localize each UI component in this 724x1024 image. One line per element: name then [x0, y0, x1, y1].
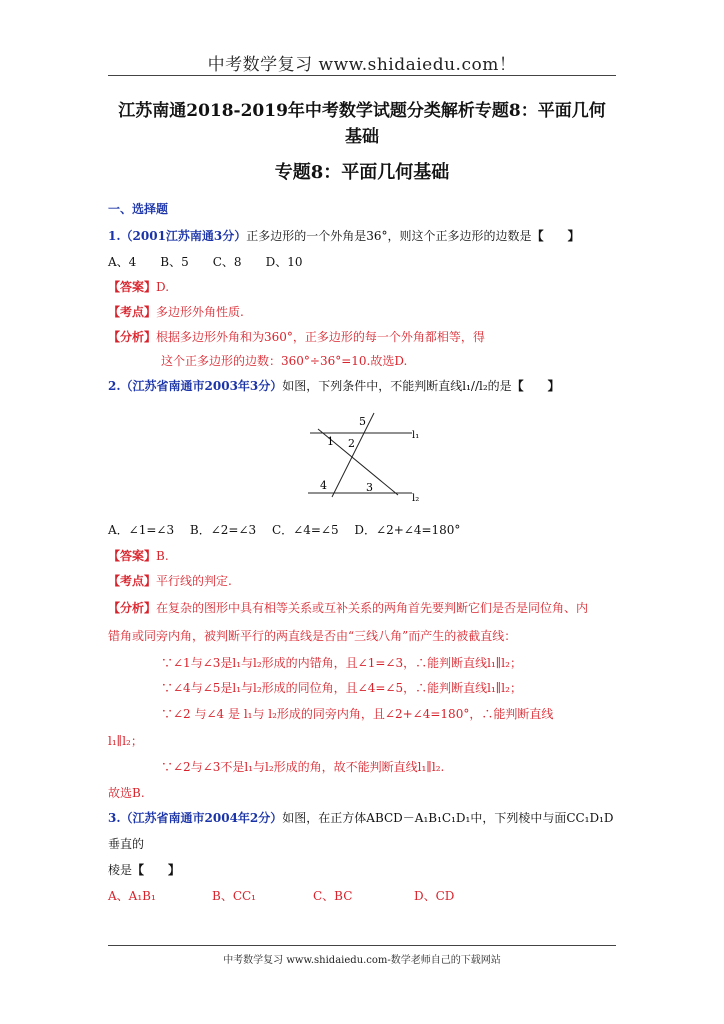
q3-stem	[108, 810, 614, 826]
q2-fenxi	[108, 600, 588, 616]
q2-fenxi-line2: 错角或同旁内角，被判断平行的两直线是否由“三线八角”而产生的被截直线：	[108, 629, 517, 643]
doc-title-line1: 江苏南通2018-2019年中考数学试题分类解析专题8：平面几何	[118, 101, 606, 121]
footer-rule	[108, 945, 616, 946]
q1-answer-label: 【答案】	[108, 280, 157, 294]
q2-fenxi-line1: 在复杂的图形中具有相等关系或互补关系的两角首先要判断它们是否是同位角、内	[156, 601, 589, 615]
q2-fenxi-label: 【分析】	[108, 601, 157, 615]
section-heading: 一、选择题	[108, 202, 169, 216]
q1-kaodian	[108, 304, 244, 320]
q1-fenxi	[108, 329, 485, 345]
q2-reason-1: ∵∠1与∠3是l₁与l₂形成的内错角，且∠1=∠3，∴能判断直线l₁∥l₂；	[161, 656, 522, 670]
page-header: 中考数学复习 www.shidaiedu.com！	[207, 55, 517, 75]
angle-label-3: 3	[366, 481, 373, 494]
q2-figure	[300, 405, 430, 505]
header-rule	[108, 75, 616, 76]
q3-text3-label: 棱是	[108, 863, 133, 877]
q1-fenxi-label: 【分析】	[108, 330, 157, 344]
q3-option-d: D、CD	[414, 889, 455, 903]
q2-answer	[108, 548, 169, 564]
q3-option-b: B、CC₁	[212, 889, 256, 903]
q2-answer-value: B.	[156, 549, 169, 563]
doc-subtitle: 专题8：平面几何基础	[274, 162, 450, 183]
q3-option-a: A、A₁B₁	[108, 889, 156, 903]
q2-reason-2: ∵∠4与∠5是l₁与l₂形成的同位角，且∠4=∠5，∴能判断直线l₁∥l₂；	[161, 681, 522, 695]
q2-bracket: 【 】	[511, 379, 560, 393]
q1-fenxi-line2: 这个正多边形的边数：360°÷36°=10.故选D.	[161, 354, 408, 368]
q1-bracket: 【 】	[531, 229, 580, 243]
q2-options: A．∠1=∠3 B．∠2=∠3 C．∠4=∠5 D．∠2+∠4=180°	[108, 523, 461, 537]
q2-reason-4: ∵∠2与∠3不是l₁与l₂形成的角，故不能判断直线l₁∥l₂.	[161, 760, 445, 774]
angle-label-5: 5	[359, 415, 366, 428]
q2-reason-3b: l₁∥l₂；	[108, 734, 143, 748]
q2-text: 如图，下列条件中，不能判断直线l₁//l₂的是	[282, 379, 512, 393]
q3-source: （江苏省南通市2004年2分）	[120, 811, 283, 825]
q3-bracket: 【 】	[132, 863, 181, 877]
q1-stem	[108, 228, 580, 244]
q2-kaodian-text: 平行线的判定.	[156, 574, 232, 588]
q2-number: 2.	[108, 379, 121, 393]
angle-label-2: 2	[348, 437, 355, 450]
q1-kaodian-text: 多边形外角性质.	[156, 305, 244, 319]
angle-label-1: 1	[327, 435, 334, 448]
q1-options: A、4 B、5 C、8 D、10	[108, 255, 303, 269]
line-label-l2: l₂	[412, 493, 420, 504]
q2-answer-label: 【答案】	[108, 549, 157, 563]
q2-kaodian	[108, 573, 232, 589]
q2-reason-3: ∵∠2 与∠4 是 l₁与 l₂形成的同旁内角，且∠2+∠4=180°，∴能判断直线	[161, 707, 554, 721]
q3-option-c: C、BC	[313, 889, 353, 903]
q1-answer	[108, 279, 169, 295]
q3-text: 如图，在正方体ABCD－A₁B₁C₁D₁中，下列棱中与面CC₁D₁D	[282, 811, 614, 825]
q2-conclusion: 故选B.	[108, 786, 145, 800]
q1-fenxi-line1: 根据多边形外角和为360°，正多边形的每一个外角都相等，得	[156, 330, 485, 344]
q2-source: （江苏省南通市2003年3分）	[120, 379, 283, 393]
q1-answer-value: D.	[156, 280, 170, 294]
q1-kaodian-label: 【考点】	[108, 305, 157, 319]
doc-title-line2: 基础	[345, 127, 379, 147]
q3-number: 3.	[108, 811, 121, 825]
q2-kaodian-label: 【考点】	[108, 574, 157, 588]
q1-source: （2001江苏南通3分）	[120, 229, 247, 243]
q2-stem	[108, 378, 560, 394]
q3-text3	[108, 862, 180, 878]
q1-text: 正多边形的一个外角是36°，则这个正多边形的边数是	[246, 229, 532, 243]
page-footer: 中考数学复习 www.shidaiedu.com-数学老师自己的下载网站	[223, 955, 501, 966]
q3-text2: 垂直的	[108, 837, 145, 851]
line-label-l1: l₁	[412, 430, 420, 441]
angle-label-4: 4	[320, 479, 327, 492]
q1-number: 1.	[108, 229, 121, 243]
